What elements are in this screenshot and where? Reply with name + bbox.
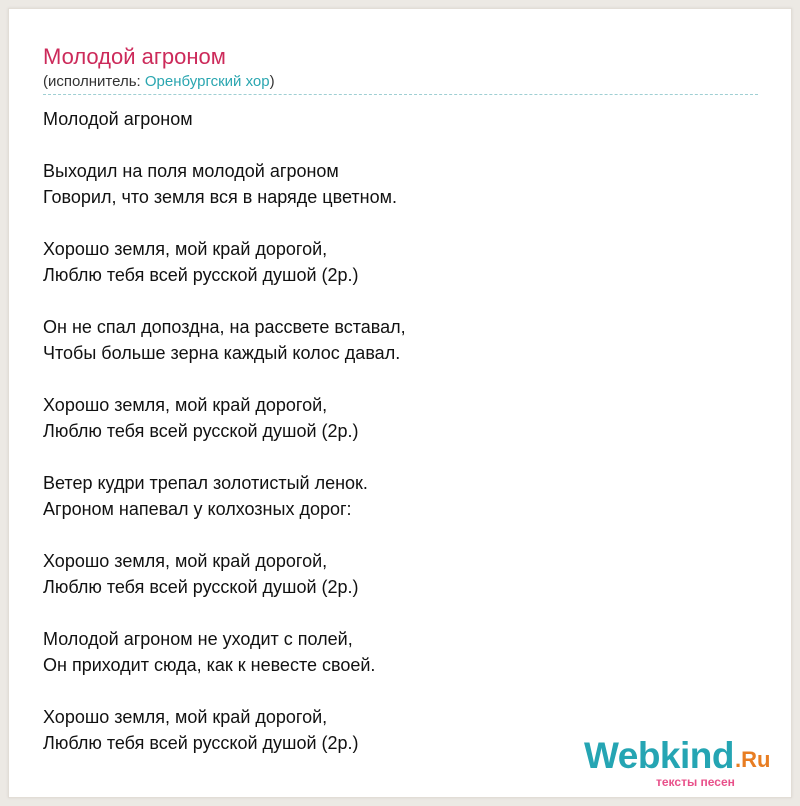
lyrics-line: Выходил на поля молодой агроном bbox=[43, 161, 339, 181]
artist-prefix: (исполнитель: bbox=[43, 73, 145, 90]
lyrics-blank-line bbox=[43, 444, 406, 470]
lyrics-line: Он не спал допоздна, на рассвете вставал, bbox=[43, 317, 406, 337]
lyrics-line: Хорошо земля, мой край дорогой, bbox=[43, 707, 328, 727]
lyrics-line: Ветер кудри трепал золотистый ленок. bbox=[43, 473, 368, 493]
lyrics-line: Люблю тебя всей русской душой (2р.) bbox=[43, 265, 359, 285]
song-title: Молодой агроном bbox=[43, 44, 226, 69]
lyrics-line: Люблю тебя всей русской душой (2р.) bbox=[43, 421, 359, 441]
lyrics-line: Молодой агроном bbox=[43, 109, 193, 129]
lyrics-page bbox=[8, 8, 792, 798]
logo-tagline: тексты песен bbox=[656, 775, 735, 789]
lyrics-line: Люблю тебя всей русской душой (2р.) bbox=[43, 733, 359, 753]
lyrics-line: Хорошо земля, мой край дорогой, bbox=[43, 551, 328, 571]
lyrics-blank-line bbox=[43, 678, 406, 704]
logo-main-text: Webkind bbox=[584, 735, 734, 776]
lyrics-text bbox=[43, 106, 406, 756]
artist-suffix: ) bbox=[269, 73, 275, 90]
lyrics-line: Хорошо земля, мой край дорогой, bbox=[43, 395, 328, 415]
lyrics-blank-line bbox=[43, 132, 406, 158]
artist-line bbox=[43, 73, 275, 90]
lyrics-line: Говорил, что земля вся в наряде цветном. bbox=[43, 187, 397, 207]
lyrics-blank-line bbox=[43, 522, 406, 548]
lyrics-line: Чтобы больше зерна каждый колос давал. bbox=[43, 343, 401, 363]
artist-link[interactable]: Оренбургский хор bbox=[144, 73, 270, 90]
lyrics-blank-line bbox=[43, 210, 406, 236]
lyrics-blank-line bbox=[43, 366, 406, 392]
lyrics-line: Агроном напевал у колхозных дорог: bbox=[43, 499, 352, 519]
title-divider bbox=[43, 94, 758, 95]
lyrics-line: Он приходит сюда, как к невесте своей. bbox=[43, 655, 376, 675]
lyrics-line: Хорошо земля, мой край дорогой, bbox=[43, 239, 328, 259]
lyrics-line: Молодой агроном не уходит с полей, bbox=[43, 629, 353, 649]
logo-tld-text: .Ru bbox=[735, 747, 771, 772]
webkind-logo[interactable] bbox=[584, 735, 779, 791]
lyrics-line: Люблю тебя всей русской душой (2р.) bbox=[43, 577, 359, 597]
lyrics-blank-line bbox=[43, 288, 406, 314]
lyrics-blank-line bbox=[43, 600, 406, 626]
